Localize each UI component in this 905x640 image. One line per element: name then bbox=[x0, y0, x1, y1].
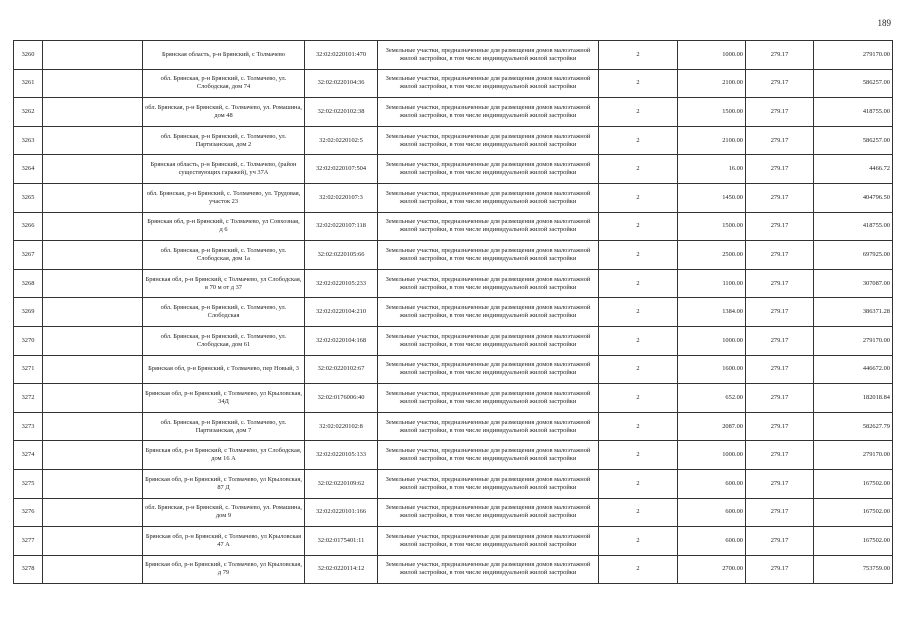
row-number: 3274 bbox=[14, 441, 43, 470]
cadastral-value-cell: 586257.00 bbox=[814, 69, 893, 98]
address-cell: Брянская обл, р-н Брянский, с Толмачево, ул Слободская, в 70 м от д 37 bbox=[143, 269, 305, 298]
cadastral-number-cell: 32:02:0220102:8 bbox=[305, 412, 378, 441]
cadastral-number-cell: 32:02:0220107:504 bbox=[305, 155, 378, 184]
row-number: 3275 bbox=[14, 469, 43, 498]
empty-cell bbox=[43, 126, 143, 155]
empty-cell bbox=[43, 498, 143, 527]
area-cell: 1384.00 bbox=[678, 298, 746, 327]
address-cell: обл. Брянская, р-н Брянский, с. Толмачево, ул. Ромашина, дом 48 bbox=[143, 98, 305, 127]
table-row bbox=[14, 241, 893, 270]
area-cell: 1450.00 bbox=[678, 183, 746, 212]
address-cell: Брянская обл, р-н Брянский, с Толмачево, пер Новый, 3 bbox=[143, 355, 305, 384]
area-cell: 1500.00 bbox=[678, 212, 746, 241]
table-row bbox=[14, 298, 893, 327]
table-body bbox=[14, 41, 893, 584]
row-number: 3267 bbox=[14, 241, 43, 270]
address-cell: обл. Брянская, р-н Брянский, с. Толмачево, ул. Слободская, дом 61 bbox=[143, 326, 305, 355]
area-cell: 1000.00 bbox=[678, 326, 746, 355]
rate-cell: 279.17 bbox=[746, 241, 814, 270]
empty-cell bbox=[43, 355, 143, 384]
cadastral-number-cell: 32:02:0220107:118 bbox=[305, 212, 378, 241]
group-code-cell: 2 bbox=[599, 355, 678, 384]
rate-cell: 279.17 bbox=[746, 269, 814, 298]
table-row bbox=[14, 469, 893, 498]
group-code-cell: 2 bbox=[599, 527, 678, 556]
row-number: 3276 bbox=[14, 498, 43, 527]
address-cell: Брянская обл, р-н Брянский, с Толмачево, ул Крыловская, 87 Д bbox=[143, 469, 305, 498]
row-number: 3270 bbox=[14, 326, 43, 355]
table-row bbox=[14, 155, 893, 184]
group-code-cell: 2 bbox=[599, 555, 678, 584]
area-cell: 1600.00 bbox=[678, 355, 746, 384]
address-cell: обл. Брянская, р-н Брянский, с. Толмачево, ул. Трудовая, участок 23 bbox=[143, 183, 305, 212]
empty-cell bbox=[43, 527, 143, 556]
address-cell: Брянская обл, р-н Брянский, с Толмачево, ул Совхозная, д 6 bbox=[143, 212, 305, 241]
table-row bbox=[14, 269, 893, 298]
area-cell: 2100.00 bbox=[678, 69, 746, 98]
address-cell: Брянская область, р-н Брянский, с Толмачево bbox=[143, 41, 305, 70]
row-number: 3260 bbox=[14, 41, 43, 70]
group-code-cell: 2 bbox=[599, 41, 678, 70]
group-code-cell: 2 bbox=[599, 69, 678, 98]
land-use-cell: Земельные участки, предназначенные для размещения домов малоэтажной жилой застройки, в том числе индивидуальной жилой застройки bbox=[378, 469, 599, 498]
rate-cell: 279.17 bbox=[746, 469, 814, 498]
table-row bbox=[14, 41, 893, 70]
address-cell: Брянская обл, р-н Брянский, с Толмачево, ул Крыловская, 34Д bbox=[143, 384, 305, 413]
group-code-cell: 2 bbox=[599, 441, 678, 470]
area-cell: 600.00 bbox=[678, 498, 746, 527]
rate-cell: 279.17 bbox=[746, 498, 814, 527]
row-number: 3263 bbox=[14, 126, 43, 155]
page-number: 189 bbox=[877, 18, 891, 28]
address-cell: Брянская обл, р-н Брянский, с Толмачево, ул Слободская, дом 16 А bbox=[143, 441, 305, 470]
group-code-cell: 2 bbox=[599, 126, 678, 155]
row-number: 3269 bbox=[14, 298, 43, 327]
cadastral-number-cell: 32:02:0220107:3 bbox=[305, 183, 378, 212]
cadastral-number-cell: 32:02:0220101:470 bbox=[305, 41, 378, 70]
group-code-cell: 2 bbox=[599, 412, 678, 441]
row-number: 3266 bbox=[14, 212, 43, 241]
row-number: 3273 bbox=[14, 412, 43, 441]
empty-cell bbox=[43, 183, 143, 212]
group-code-cell: 2 bbox=[599, 183, 678, 212]
cadastral-value-cell: 418755.00 bbox=[814, 212, 893, 241]
empty-cell bbox=[43, 69, 143, 98]
area-cell: 2087.00 bbox=[678, 412, 746, 441]
rate-cell: 279.17 bbox=[746, 126, 814, 155]
cadastral-value-cell: 404796.50 bbox=[814, 183, 893, 212]
rate-cell: 279.17 bbox=[746, 41, 814, 70]
row-number: 3277 bbox=[14, 527, 43, 556]
table-row bbox=[14, 412, 893, 441]
table-row bbox=[14, 441, 893, 470]
area-cell: 2700.00 bbox=[678, 555, 746, 584]
table-row bbox=[14, 326, 893, 355]
cadastral-value-cell: 4466.72 bbox=[814, 155, 893, 184]
cadastral-value-cell: 753759.00 bbox=[814, 555, 893, 584]
group-code-cell: 2 bbox=[599, 155, 678, 184]
cadastral-value-cell: 418755.00 bbox=[814, 98, 893, 127]
address-cell: обл. Брянская, р-н Брянский, с. Толмачево, ул. Слободская bbox=[143, 298, 305, 327]
cadastral-value-cell: 307087.00 bbox=[814, 269, 893, 298]
cadastral-number-cell: 32:02:0220102:67 bbox=[305, 355, 378, 384]
rate-cell: 279.17 bbox=[746, 326, 814, 355]
land-use-cell: Земельные участки, предназначенные для размещения домов малоэтажной жилой застройки, в том числе индивидуальной жилой застройки bbox=[378, 41, 599, 70]
table-row bbox=[14, 126, 893, 155]
cadastral-value-cell: 582627.79 bbox=[814, 412, 893, 441]
area-cell: 600.00 bbox=[678, 527, 746, 556]
table-row bbox=[14, 384, 893, 413]
cadastral-value-cell: 279170.00 bbox=[814, 441, 893, 470]
rate-cell: 279.17 bbox=[746, 155, 814, 184]
land-use-cell: Земельные участки, предназначенные для размещения домов малоэтажной жилой застройки, в том числе индивидуальной жилой застройки bbox=[378, 527, 599, 556]
area-cell: 1100.00 bbox=[678, 269, 746, 298]
empty-cell bbox=[43, 41, 143, 70]
land-use-cell: Земельные участки, предназначенные для размещения домов малоэтажной жилой застройки, в том числе индивидуальной жилой застройки bbox=[378, 155, 599, 184]
row-number: 3262 bbox=[14, 98, 43, 127]
land-use-cell: Земельные участки, предназначенные для размещения домов малоэтажной жилой застройки, в том числе индивидуальной жилой застройки bbox=[378, 241, 599, 270]
cadastral-number-cell: 32:02:0220104:210 bbox=[305, 298, 378, 327]
empty-cell bbox=[43, 441, 143, 470]
area-cell: 2100.00 bbox=[678, 126, 746, 155]
empty-cell bbox=[43, 212, 143, 241]
row-number: 3261 bbox=[14, 69, 43, 98]
cadastral-number-cell: 32:02:0220114:12 bbox=[305, 555, 378, 584]
empty-cell bbox=[43, 326, 143, 355]
cadastral-number-cell: 32:02:0220105:233 bbox=[305, 269, 378, 298]
cadastral-value-cell: 446672.00 bbox=[814, 355, 893, 384]
cadastral-value-cell: 697925.00 bbox=[814, 241, 893, 270]
group-code-cell: 2 bbox=[599, 212, 678, 241]
land-use-cell: Земельные участки, предназначенные для размещения домов малоэтажной жилой застройки, в том числе индивидуальной жилой застройки bbox=[378, 69, 599, 98]
rate-cell: 279.17 bbox=[746, 183, 814, 212]
empty-cell bbox=[43, 412, 143, 441]
group-code-cell: 2 bbox=[599, 326, 678, 355]
cadastral-value-cell: 586257.00 bbox=[814, 126, 893, 155]
rate-cell: 279.17 bbox=[746, 441, 814, 470]
group-code-cell: 2 bbox=[599, 298, 678, 327]
area-cell: 1000.00 bbox=[678, 441, 746, 470]
rate-cell: 279.17 bbox=[746, 555, 814, 584]
row-number: 3264 bbox=[14, 155, 43, 184]
cadastral-number-cell: 32:02:0176006:40 bbox=[305, 384, 378, 413]
table-row bbox=[14, 555, 893, 584]
area-cell: 2500.00 bbox=[678, 241, 746, 270]
rate-cell: 279.17 bbox=[746, 355, 814, 384]
cadastral-number-cell: 32:02:0220102:38 bbox=[305, 98, 378, 127]
table-row bbox=[14, 69, 893, 98]
rate-cell: 279.17 bbox=[746, 69, 814, 98]
land-use-cell: Земельные участки, предназначенные для размещения домов малоэтажной жилой застройки, в том числе индивидуальной жилой застройки bbox=[378, 269, 599, 298]
area-cell: 652.00 bbox=[678, 384, 746, 413]
land-use-cell: Земельные участки, предназначенные для размещения домов малоэтажной жилой застройки, в том числе индивидуальной жилой застройки bbox=[378, 384, 599, 413]
area-cell: 1500.00 bbox=[678, 98, 746, 127]
cadastral-value-cell: 167502.00 bbox=[814, 527, 893, 556]
row-number: 3268 bbox=[14, 269, 43, 298]
cadastral-number-cell: 32:02:0175401:11 bbox=[305, 527, 378, 556]
empty-cell bbox=[43, 298, 143, 327]
cadastral-number-cell: 32:02:0220109:62 bbox=[305, 469, 378, 498]
group-code-cell: 2 bbox=[599, 384, 678, 413]
cadastral-value-cell: 167502.00 bbox=[814, 498, 893, 527]
rate-cell: 279.17 bbox=[746, 527, 814, 556]
land-use-cell: Земельные участки, предназначенные для размещения домов малоэтажной жилой застройки, в том числе индивидуальной жилой застройки bbox=[378, 498, 599, 527]
address-cell: Брянская область, р-н Брянский, с. Толмачево, (район существующих гаражей), уч 37А bbox=[143, 155, 305, 184]
land-registry-table bbox=[13, 40, 893, 584]
table-row bbox=[14, 212, 893, 241]
row-number: 3265 bbox=[14, 183, 43, 212]
address-cell: обл. Брянская, р-н Брянский, с. Толмачево, ул. Ромашина, дом 9 bbox=[143, 498, 305, 527]
rate-cell: 279.17 bbox=[746, 212, 814, 241]
cadastral-value-cell: 167502.00 bbox=[814, 469, 893, 498]
cadastral-value-cell: 279170.00 bbox=[814, 41, 893, 70]
empty-cell bbox=[43, 241, 143, 270]
rate-cell: 279.17 bbox=[746, 412, 814, 441]
land-use-cell: Земельные участки, предназначенные для размещения домов малоэтажной жилой застройки, в том числе индивидуальной жилой застройки bbox=[378, 326, 599, 355]
row-number: 3271 bbox=[14, 355, 43, 384]
table-row bbox=[14, 355, 893, 384]
land-use-cell: Земельные участки, предназначенные для размещения домов малоэтажной жилой застройки, в том числе индивидуальной жилой застройки bbox=[378, 98, 599, 127]
area-cell: 600.00 bbox=[678, 469, 746, 498]
address-cell: обл. Брянская, р-н Брянский, с. Толмачево, ул. Партизанская, дом 7 bbox=[143, 412, 305, 441]
address-cell: обл. Брянская, р-н Брянский, с. Толмачево, ул. Партизанская, дом 2 bbox=[143, 126, 305, 155]
empty-cell bbox=[43, 384, 143, 413]
rate-cell: 279.17 bbox=[746, 298, 814, 327]
empty-cell bbox=[43, 269, 143, 298]
empty-cell bbox=[43, 555, 143, 584]
cadastral-number-cell: 32:02:0220105:133 bbox=[305, 441, 378, 470]
land-use-cell: Земельные участки, предназначенные для размещения домов малоэтажной жилой застройки, в том числе индивидуальной жилой застройки bbox=[378, 412, 599, 441]
cadastral-value-cell: 279170.00 bbox=[814, 326, 893, 355]
land-use-cell: Земельные участки, предназначенные для размещения домов малоэтажной жилой застройки, в том числе индивидуальной жилой застройки bbox=[378, 355, 599, 384]
address-cell: обл. Брянская, р-н Брянский, с. Толмачево, ул. Слободская, дом 74 bbox=[143, 69, 305, 98]
group-code-cell: 2 bbox=[599, 241, 678, 270]
cadastral-number-cell: 32:02:0220102:5 bbox=[305, 126, 378, 155]
cadastral-number-cell: 32:02:0220104:168 bbox=[305, 326, 378, 355]
table-row bbox=[14, 98, 893, 127]
group-code-cell: 2 bbox=[599, 498, 678, 527]
rate-cell: 279.17 bbox=[746, 98, 814, 127]
land-use-cell: Земельные участки, предназначенные для размещения домов малоэтажной жилой застройки, в том числе индивидуальной жилой застройки bbox=[378, 555, 599, 584]
cadastral-number-cell: 32:02:0220101:166 bbox=[305, 498, 378, 527]
cadastral-number-cell: 32:02:0220105:66 bbox=[305, 241, 378, 270]
land-use-cell: Земельные участки, предназначенные для размещения домов малоэтажной жилой застройки, в том числе индивидуальной жилой застройки bbox=[378, 441, 599, 470]
area-cell: 16.00 bbox=[678, 155, 746, 184]
address-cell: обл. Брянская, р-н Брянский, с. Толмачево, ул. Слободская, дом 1а bbox=[143, 241, 305, 270]
land-use-cell: Земельные участки, предназначенные для размещения домов малоэтажной жилой застройки, в том числе индивидуальной жилой застройки bbox=[378, 212, 599, 241]
empty-cell bbox=[43, 155, 143, 184]
table-row bbox=[14, 498, 893, 527]
group-code-cell: 2 bbox=[599, 269, 678, 298]
land-use-cell: Земельные участки, предназначенные для размещения домов малоэтажной жилой застройки, в том числе индивидуальной жилой застройки bbox=[378, 183, 599, 212]
land-use-cell: Земельные участки, предназначенные для размещения домов малоэтажной жилой застройки, в том числе индивидуальной жилой застройки bbox=[378, 126, 599, 155]
table-row bbox=[14, 527, 893, 556]
table-row bbox=[14, 183, 893, 212]
empty-cell bbox=[43, 469, 143, 498]
address-cell: Брянская обл, р-н Брянский, с Толмачево, ул Крыловская, д 79 bbox=[143, 555, 305, 584]
row-number: 3278 bbox=[14, 555, 43, 584]
empty-cell bbox=[43, 98, 143, 127]
group-code-cell: 2 bbox=[599, 98, 678, 127]
address-cell: Брянская обл, р-н Брянский, с Толмачево, ул Крыловская 47 А bbox=[143, 527, 305, 556]
cadastral-value-cell: 386371.28 bbox=[814, 298, 893, 327]
land-use-cell: Земельные участки, предназначенные для размещения домов малоэтажной жилой застройки, в том числе индивидуальной жилой застройки bbox=[378, 298, 599, 327]
area-cell: 1000.00 bbox=[678, 41, 746, 70]
cadastral-value-cell: 182018.84 bbox=[814, 384, 893, 413]
row-number: 3272 bbox=[14, 384, 43, 413]
group-code-cell: 2 bbox=[599, 469, 678, 498]
cadastral-number-cell: 32:02:0220104:36 bbox=[305, 69, 378, 98]
rate-cell: 279.17 bbox=[746, 384, 814, 413]
